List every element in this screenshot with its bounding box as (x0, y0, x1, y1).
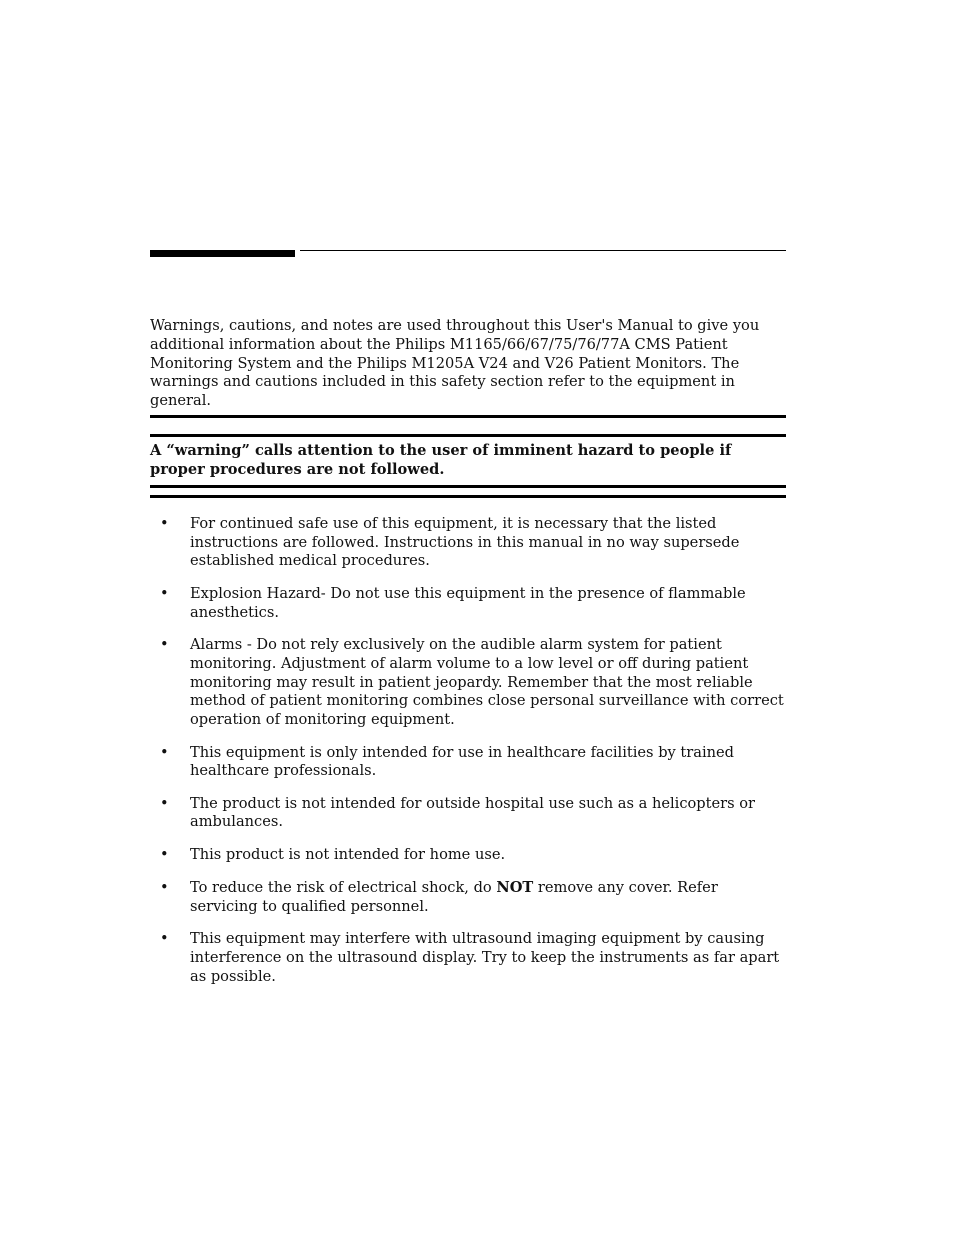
bullet-icon: • (160, 930, 169, 948)
bullet-icon: • (160, 636, 169, 654)
warning-item-text (190, 879, 718, 915)
warning-item-text: The product is not intended for outside hospital use such as a helicopters or ambulances. (190, 794, 755, 831)
warning-box-rule-top-2 (150, 434, 786, 437)
intro-paragraph: Warnings, cautions, and notes are used throughout this User's Manual to give you additional information about the Philips M1165/66/67/75/76/77A CMS Patient Monitoring System and the Philips M1205A V24 and V26 Patient Monitors. The warnings and cautions included in this safety section refer to the equipment in general. (150, 317, 760, 410)
warning-text-before: To reduce the risk of electrical shock, do (190, 879, 497, 897)
warning-item-electrical-shock (150, 879, 786, 916)
header-rule-thick (150, 250, 295, 257)
warning-item-text: Explosion Hazard- Do not use this equipment in the presence of flammable anesthetics. (190, 584, 746, 621)
bullet-icon: • (160, 515, 169, 532)
warning-item-text: Alarms - Do not rely exclusively on the audible alarm system for patient monitoring. Adjustment of alarm volume to a low level or off during patient monitoring may result in patient jeopardy. Remember that the most reliable method of patient monitoring combines close personal surveillance with correct operation of monitoring equipment. (190, 636, 784, 728)
warning-text-after: remove any cover. Refer servicing to qualified personnel. (190, 879, 718, 915)
bullet-icon: • (160, 743, 169, 761)
warning-item-continued-safe-use (150, 515, 786, 571)
warning-item-text: For continued safe use of this equipment, it is necessary that the listed instructions are followed. Instructions in this manual in no way supersede established medical procedures. (190, 515, 740, 570)
warning-item-text: This product is not intended for home use. (190, 846, 506, 864)
header-rule-thin (300, 250, 786, 251)
bullet-icon: • (160, 794, 169, 812)
warning-item-outside-hospital (150, 795, 786, 832)
warning-item-text: This equipment is only intended for use in healthcare facilities by trained healthcare professionals. (190, 743, 735, 780)
warning-box-rule-bottom-2 (150, 495, 786, 498)
bullet-icon: • (160, 846, 169, 864)
warning-box-rule-bottom-1 (150, 485, 786, 488)
bullet-icon: • (160, 584, 169, 602)
warning-item-text: This equipment may interfere with ultrasound imaging equipment by causing interference on the ultrasound display. Try to keep the instruments as far apart as possible. (190, 930, 780, 985)
warning-item-trained-professionals (150, 744, 786, 781)
warnings-list (150, 515, 786, 1000)
warning-item-explosion-hazard (150, 585, 786, 622)
warning-item-ultrasound-interference (150, 930, 786, 986)
bullet-icon: • (160, 879, 169, 897)
warning-item-alarms (150, 636, 786, 729)
warning-text-emphasis: NOT (496, 879, 534, 897)
warning-definition: A “warning” calls attention to the user of imminent hazard to people if proper procedures are not followed. (150, 442, 732, 478)
warning-item-home-use (150, 846, 786, 865)
warning-box-rule-top-1 (150, 415, 786, 418)
